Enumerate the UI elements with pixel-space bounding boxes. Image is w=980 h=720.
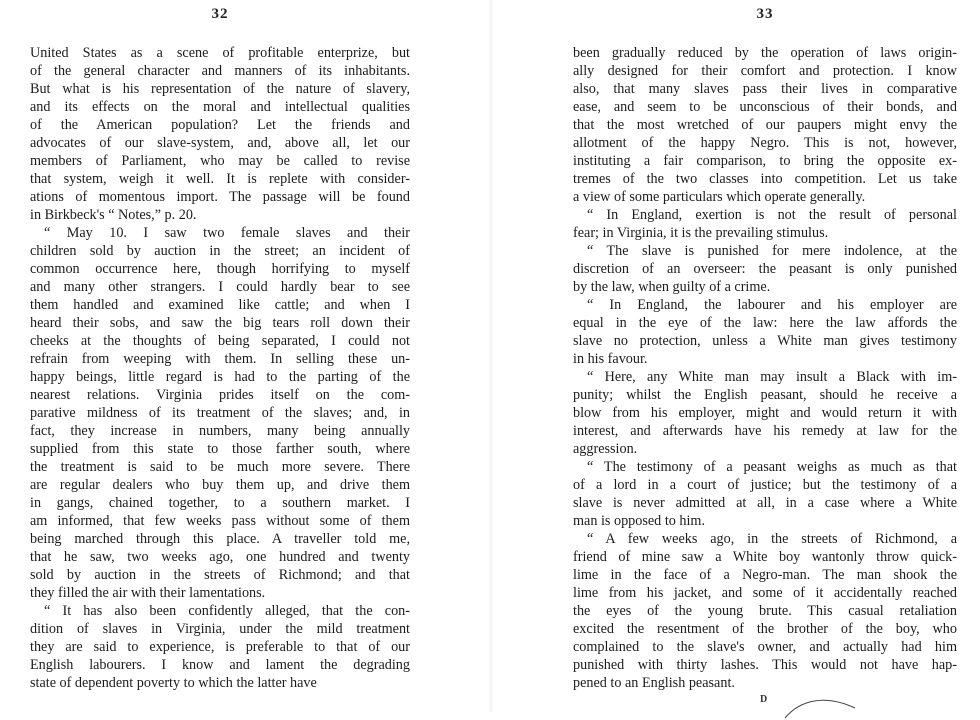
text-line: members of Parliament, who may be called to revise [30,153,410,169]
text-line: they are said to experience, is preferable to that of our [30,639,410,655]
text-line: are regular dealers who buy them up, and drive them [30,477,410,493]
text-line: them handled and examined like cattle; and when I [30,297,410,313]
text-line: excited the resentment of the brother of the boy, who [573,621,957,637]
text-line: that system, weigh it well. It is replete with consider- [30,171,410,187]
text-line: by the law, when guilty of a crime. [573,279,771,295]
text-line: punity; whilst the English peasant, should he receive a [573,387,957,403]
text-line: of a lord in a court of justice; but the testimony of a [573,477,957,493]
text-line: “ The testimony of a peasant weighs as much as that [587,459,957,475]
text-line: aggression. [573,441,638,457]
right-page-text [573,44,957,692]
text-line: being marched through this place. A traveller told me, [30,531,410,547]
text-line: fear; in Virginia, it is the prevailing stimulus. [573,225,829,241]
text-line: United States as a scene of profitable enterprize, but [30,45,410,61]
text-line: lime in the face of a Negro-man. The man shook the [573,567,957,583]
text-line: friend of mine saw a White boy wantonly throw quick- [573,549,957,565]
text-line: ally designed for their comfort and protection. I know [573,63,957,79]
right-page-number: 33 [756,6,774,22]
text-line: blow from his employer, might and would return it with [573,405,957,421]
text-line: cheeks at the thoughts of being separated, I could not [30,333,410,349]
text-line: ations of momentous import. The passage will be found [30,189,410,205]
text-line: man is opposed to him. [573,513,706,529]
text-line: the eyes of the young brute. This casual retaliation [573,603,957,619]
text-line: “ May 10. I saw two female slaves and their [44,225,410,241]
text-line: in Birkbeck's “ Notes,” p. 20. [30,207,197,223]
text-line: pened to an English peasant. [573,675,735,691]
text-line: the treatment is said to be much more severe. There [30,459,410,475]
text-line: instituting a fair comparison, to bring the opposite ex- [573,153,957,169]
signature-mark: D [760,694,768,705]
text-line: parative mildness of its treatment of the slaves; and, in [30,405,410,421]
text-line: But what is his representation of the nature of slavery, [30,81,410,97]
text-line: in gangs, chained together, to a southern market. I [30,495,410,511]
text-line: “ In England, exertion is not the result of personal [587,207,957,223]
text-line: that the most wretched of our paupers might envy the [573,117,957,133]
text-line: tremes of the two classes into competition. Let us take [573,171,957,187]
text-line: equal in the eye of the law: here the law affords the [573,315,957,331]
text-line: that he saw, two weeks ago, one hundred and twenty [30,549,410,565]
text-line: children sold by auction in the street; an incident of [30,243,410,259]
left-page [30,0,410,712]
text-line: supplied from this state to those farther south, where [30,441,410,457]
text-line: complained to the slave's owner, and actually had him [573,639,957,655]
text-line: and its effects on the moral and intellectual qualities [30,99,410,115]
text-line: fact, they increase in numbers, many being annually [30,423,410,439]
text-line: “ The slave is punished for mere indolence, at the [587,243,957,259]
text-line: English labourers. I know and lament the degrading [30,657,410,673]
text-line: allotment of the happy Negro. This is not, however, [573,135,957,151]
text-line: in his favour. [573,351,648,367]
text-line: nearest relations. Virginia prides itself on the com- [30,387,410,403]
text-line: they filled the air with their lamentations. [30,585,266,601]
left-page-number: 32 [211,6,229,22]
text-line: also, that many slaves pass their lives in comparative [573,81,957,97]
text-line: am informed, that few weeks pass without some of them [30,513,410,529]
text-line: of the general character and manners of its inhabitants. [30,63,410,79]
text-line: “ Here, any White man may insult a Black with im- [587,369,957,385]
text-line: slave is never admitted at all, in a case where a White [573,495,957,511]
text-line: been gradually reduced by the operation of laws origin- [573,45,957,61]
text-line: refrain from weeping with them. In selling these un- [30,351,410,367]
text-line: “ In England, the labourer and his employer are [587,297,957,313]
right-page [573,0,957,712]
text-line: slave no protection, unless a White man gives testimony [573,333,957,349]
text-line: “ It has also been confidently alleged, that the con- [44,603,410,619]
left-page-text [30,44,410,692]
text-line: a view of some particulars which operate generally. [573,189,866,205]
text-line: common occurrence here, though horrifying to myself [30,261,410,277]
text-line: sold by auction in the streets of Richmond; and that [30,567,410,583]
text-line: “ A few weeks ago, in the streets of Richmond, a [587,531,957,547]
text-line: dition of slaves in Virginia, under the mild treatment [30,621,410,637]
text-line: interest, and afterwards have his remedy at law for the [573,423,957,439]
pen-stroke-mark [780,690,860,720]
text-line: and many other strangers. I could hardly bear to see [30,279,410,295]
text-line: ease, and seem to be unconscious of their bonds, and [573,99,957,115]
text-line: state of dependent poverty to which the latter have [30,675,317,691]
text-line: punished with thirty lashes. This would not have hap- [573,657,957,673]
text-line: of the American population? Let the friends and [30,117,410,133]
text-line: lime from his jacket, and some of it accidentally reached [573,585,957,601]
book-gutter [488,0,494,712]
text-line: happy beings, little regard is had to the parting of the [30,369,410,385]
text-line: discretion of an overseer: the peasant is only punished [573,261,957,277]
text-line: heard their sobs, and saw the big tears roll down their [30,315,410,331]
text-line: advocates of our slave-system, and, above all, let our [30,135,410,151]
